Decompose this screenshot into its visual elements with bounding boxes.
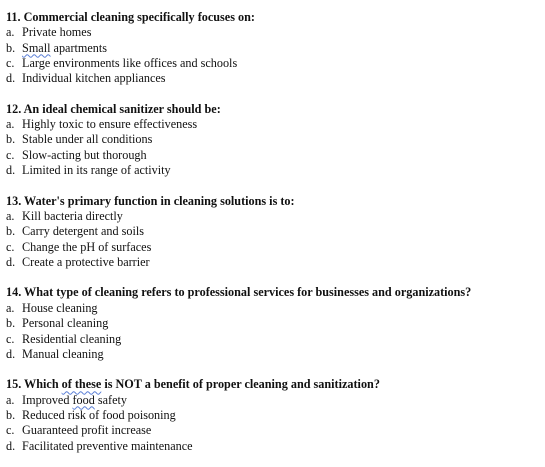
option-letter: a. (6, 117, 15, 132)
option-letter: b. (6, 407, 16, 422)
question-12 (6, 101, 542, 179)
option-b (6, 316, 542, 331)
option-text-start: Improved (22, 392, 73, 407)
option-d (6, 255, 542, 270)
option-text: Residential cleaning (22, 331, 122, 346)
question-title: 11. Commercial cleaning specifically focuses on: (6, 10, 255, 24)
option-a (6, 25, 542, 40)
quiz-document (6, 9, 542, 454)
option-d (6, 163, 542, 178)
option-letter: b. (6, 40, 16, 55)
option-b (6, 132, 542, 147)
option-text-rest: safety (94, 392, 127, 407)
option-b (6, 224, 542, 239)
option-text: Guaranteed profit increase (22, 423, 152, 438)
spellcheck-marked-word: food (72, 392, 95, 407)
option-a (6, 209, 542, 224)
question-title: 12. An ideal chemical sanitizer should be: (6, 101, 221, 116)
question-14 (6, 284, 542, 362)
option-text: Slow-acting but thorough (22, 147, 147, 162)
option-letter: d. (6, 255, 16, 270)
question-15 (6, 376, 542, 454)
option-b (6, 408, 542, 423)
question-title: 14. What type of cleaning refers to professional services for businesses and organizations? (6, 285, 472, 300)
option-text: Reduced risk of food poisoning (22, 407, 176, 422)
option-d (6, 439, 542, 454)
option-text: Carry detergent and soils (22, 224, 145, 239)
option-letter: b. (6, 132, 16, 147)
option-letter: d. (6, 163, 16, 178)
option-d (6, 347, 542, 362)
option-c (6, 56, 542, 71)
option-text: Manual cleaning (22, 346, 104, 361)
option-c (6, 240, 542, 255)
option-letter: c. (6, 239, 15, 254)
option-letter: b. (6, 316, 16, 331)
question-title: 13. Water's primary function in cleaning solutions is to: (6, 193, 295, 208)
option-a (6, 393, 542, 408)
option-letter: c. (6, 331, 15, 346)
question-title (6, 376, 542, 392)
option-letter: b. (6, 224, 16, 239)
question-title-end: is NOT a benefit of proper cleaning and sanitization? (101, 377, 380, 392)
question-13 (6, 193, 542, 271)
option-text: Stable under all conditions (22, 132, 153, 147)
option-letter: a. (6, 300, 15, 315)
option-letter: a. (6, 25, 15, 40)
option-c (6, 332, 542, 347)
spellcheck-marked-phrase: of these (61, 377, 102, 392)
option-letter: c. (6, 423, 15, 438)
option-text: Facilitated preventive maintenance (22, 438, 193, 453)
option-letter: a. (6, 392, 15, 407)
option-text: Individual kitchen appliances (22, 71, 166, 86)
option-a (6, 117, 542, 132)
option-c (6, 148, 542, 163)
option-c (6, 423, 542, 438)
option-text: Private homes (22, 25, 92, 40)
option-d (6, 71, 542, 86)
option-text: Highly toxic to ensure effectiveness (22, 117, 198, 132)
option-text-rest: apartments (50, 40, 108, 55)
question-11 (6, 9, 542, 87)
option-letter: d. (6, 346, 16, 361)
option-text: Personal cleaning (22, 316, 109, 331)
option-letter: d. (6, 438, 16, 453)
option-text: Large environments like offices and schools (22, 56, 238, 71)
option-letter: c. (6, 56, 15, 71)
option-letter: c. (6, 147, 15, 162)
option-letter: d. (6, 71, 16, 86)
option-text: Create a protective barrier (22, 255, 150, 270)
option-b (6, 41, 542, 56)
option-text: Limited in its range of activity (22, 163, 171, 178)
option-text: Change the pH of surfaces (22, 239, 152, 254)
option-text: House cleaning (22, 300, 98, 315)
question-title-start: 15. Which (6, 377, 62, 392)
spellcheck-marked-word: Small (22, 40, 51, 55)
option-text: Kill bacteria directly (22, 208, 123, 223)
option-letter: a. (6, 208, 15, 223)
option-a (6, 301, 542, 316)
